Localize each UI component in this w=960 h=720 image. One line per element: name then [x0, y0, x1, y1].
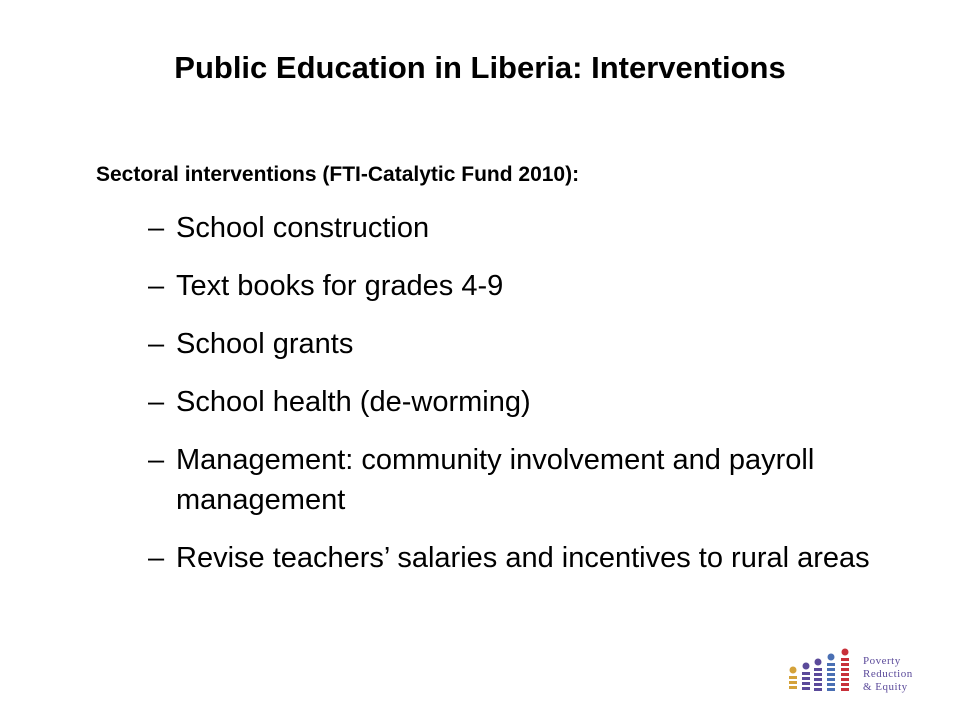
bullet-item — [148, 324, 908, 364]
logo-line-equity: & Equity — [863, 681, 908, 693]
bullet-list — [148, 208, 908, 596]
bullet-item — [148, 208, 908, 248]
bullet-item — [148, 538, 908, 578]
dash-marker: – — [148, 386, 165, 418]
slide-title: Public Education in Liberia: Interventions — [174, 50, 786, 85]
dash-marker: – — [148, 444, 165, 476]
logo-line-poverty: Poverty — [863, 655, 901, 667]
logo-text — [863, 655, 913, 694]
dash-marker: – — [148, 542, 165, 574]
bullet-item — [148, 440, 908, 520]
dash-marker: – — [148, 328, 165, 360]
bullet-text: Revise teachers’ salaries and incentives to rural areas — [176, 542, 870, 574]
dash-marker: – — [148, 270, 165, 302]
poverty-reduction-equity-logo — [787, 648, 947, 694]
bullet-text: School health (de-worming) — [176, 386, 531, 418]
bullet-text: Management: community involvement and payroll management — [176, 444, 815, 516]
bullet-text: School grants — [176, 328, 354, 360]
bullet-text: School construction — [176, 212, 430, 244]
people-bars-logo-icon — [787, 648, 859, 694]
bullet-item — [148, 266, 908, 306]
section-heading: Sectoral interventions (FTI-Catalytic Fund 2010): — [96, 163, 580, 186]
logo-line-reduction: Reduction — [863, 668, 913, 680]
bullet-item — [148, 382, 908, 422]
dash-marker: – — [148, 212, 165, 244]
bullet-text: Text books for grades 4-9 — [176, 270, 504, 302]
